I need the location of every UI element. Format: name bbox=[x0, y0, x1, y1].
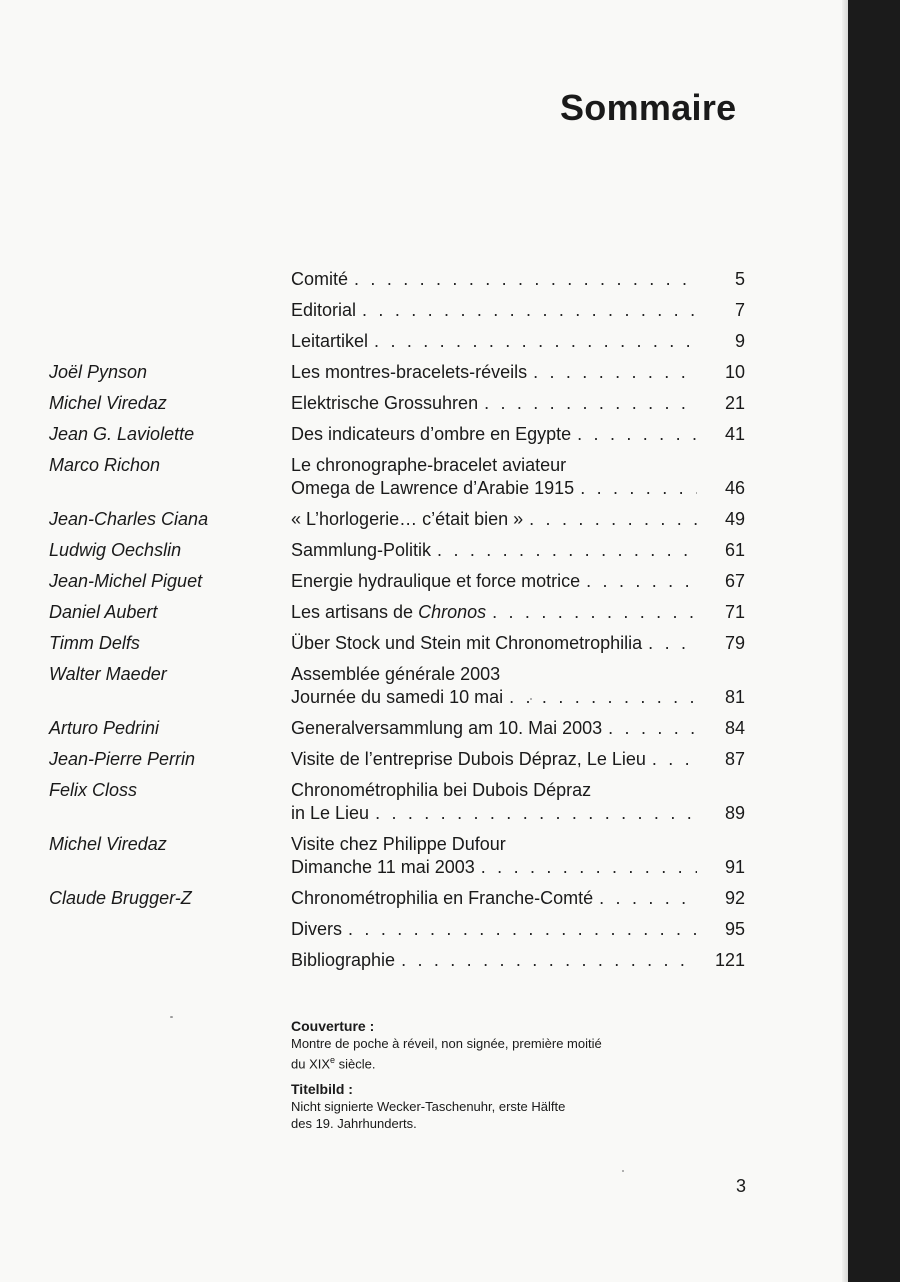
toc-author: Jean-Michel Piguet bbox=[49, 571, 203, 591]
dot-leader bbox=[509, 686, 697, 709]
caption-heading: Titelbild : bbox=[291, 1081, 353, 1097]
toc-page-number: 87 bbox=[724, 749, 745, 769]
caption-cover-fr bbox=[291, 1018, 671, 1072]
toc-page-number: 21 bbox=[724, 393, 745, 413]
toc-page-number: 41 bbox=[724, 424, 745, 444]
toc-page-number: 71 bbox=[724, 602, 745, 622]
toc-title-line: Les artisans de Chronos . . . bbox=[291, 601, 697, 624]
toc-title-line: Bibliographie . . . bbox=[291, 949, 697, 972]
toc-title bbox=[291, 392, 697, 415]
toc-title bbox=[291, 663, 697, 709]
toc-title-line: Journée du samedi 10 mai . . . bbox=[291, 686, 697, 709]
toc-page-number: 9 bbox=[734, 331, 745, 351]
dot-leader bbox=[648, 632, 697, 655]
toc-title bbox=[291, 887, 697, 910]
toc-author: Jean-Pierre Perrin bbox=[49, 749, 196, 769]
toc-page-number: 91 bbox=[724, 857, 745, 877]
toc-title-line: Les montres-bracelets-réveils . . . bbox=[291, 361, 697, 384]
toc-title bbox=[291, 299, 697, 322]
caption-cover-de bbox=[291, 1081, 671, 1132]
toc-title-line: Comité . . . bbox=[291, 268, 697, 291]
toc-page-number: 84 bbox=[724, 718, 745, 738]
toc-author: Michel Viredaz bbox=[49, 834, 167, 854]
toc-title bbox=[291, 779, 697, 825]
toc-title-line: Omega de Lawrence d’Arabie 1915 . . . bbox=[291, 477, 697, 500]
dot-leader bbox=[348, 918, 697, 941]
toc-title bbox=[291, 539, 697, 562]
toc-title-line: Des indicateurs d’ombre en Egypte . . . bbox=[291, 423, 697, 446]
toc-author: Claude Brugger-Z bbox=[49, 888, 192, 908]
toc-title bbox=[291, 268, 697, 291]
toc-author: Felix Closs bbox=[49, 780, 138, 800]
toc-title bbox=[291, 361, 697, 384]
toc-page-number: 61 bbox=[724, 540, 745, 560]
toc-author: Michel Viredaz bbox=[49, 393, 167, 413]
toc-title-line: Visite de l’entreprise Dubois Dépraz, Le Lieu . . . bbox=[291, 748, 697, 771]
toc-page-number: 10 bbox=[724, 362, 745, 382]
caption-text-line: Montre de poche à réveil, non signée, première moitié bbox=[291, 1036, 602, 1051]
dot-leader bbox=[608, 717, 697, 740]
toc-page-number: 79 bbox=[724, 633, 745, 653]
toc-title-line: Energie hydraulique et force motrice . . . bbox=[291, 570, 697, 593]
dot-leader bbox=[354, 268, 697, 291]
toc-author: Timm Delfs bbox=[49, 633, 140, 653]
dot-leader bbox=[362, 299, 697, 322]
dot-leader bbox=[586, 570, 697, 593]
toc-page-number: 89 bbox=[724, 803, 745, 823]
caption-text-line: des 19. Jahrhunderts. bbox=[291, 1116, 417, 1131]
caption-heading: Couverture : bbox=[291, 1018, 375, 1034]
dot-leader bbox=[481, 856, 697, 879]
toc-author: Jean-Charles Ciana bbox=[49, 509, 209, 529]
toc-page-number: 67 bbox=[724, 571, 745, 591]
toc-author: Daniel Aubert bbox=[49, 602, 158, 622]
dot-leader bbox=[375, 802, 697, 825]
dot-leader bbox=[652, 748, 697, 771]
toc-title-line: Generalversammlung am 10. Mai 2003 . . . bbox=[291, 717, 697, 740]
toc-author: Ludwig Oechslin bbox=[49, 540, 182, 560]
toc-title-line: Über Stock und Stein mit Chronometrophilia . . . bbox=[291, 632, 697, 655]
toc-title bbox=[291, 918, 697, 941]
dot-leader bbox=[577, 423, 697, 446]
toc-title-line: Divers . . . bbox=[291, 918, 697, 941]
caption-text-line: du XIXe siècle. bbox=[291, 1055, 376, 1072]
page-edge-shadow bbox=[842, 0, 848, 1282]
toc-page-number: 49 bbox=[724, 509, 745, 529]
toc-title bbox=[291, 570, 697, 593]
toc-page-number: 92 bbox=[724, 888, 745, 908]
toc-title-line: Assemblée générale 2003 bbox=[291, 664, 501, 684]
toc-title bbox=[291, 748, 697, 771]
toc-page-number: 95 bbox=[724, 919, 745, 939]
dot-leader bbox=[529, 508, 697, 531]
toc-title-line: Le chronographe-bracelet aviateur bbox=[291, 455, 567, 475]
toc-title-line: Elektrische Grossuhren . . . bbox=[291, 392, 697, 415]
toc-title-line: Visite chez Philippe Dufour bbox=[291, 834, 506, 854]
toc-title bbox=[291, 454, 697, 500]
dot-leader bbox=[437, 539, 697, 562]
dot-leader bbox=[492, 601, 697, 624]
toc-title bbox=[291, 949, 697, 972]
page-number: 3 bbox=[736, 1176, 747, 1196]
toc-page-number: 7 bbox=[734, 300, 745, 320]
page-title: Sommaire bbox=[560, 87, 737, 128]
toc-page-number: 5 bbox=[734, 269, 745, 289]
dot-leader bbox=[580, 477, 697, 500]
toc-author: Jean G. Laviolette bbox=[49, 424, 195, 444]
dot-leader bbox=[599, 887, 697, 910]
toc-title-line: Sammlung-Politik . . . bbox=[291, 539, 697, 562]
toc-author: Joël Pynson bbox=[49, 362, 148, 382]
toc-author: Arturo Pedrini bbox=[49, 718, 160, 738]
dot-leader bbox=[484, 392, 697, 415]
toc-title-line: Chronométrophilia en Franche-Comté . . . bbox=[291, 887, 697, 910]
toc-title bbox=[291, 423, 697, 446]
toc-title bbox=[291, 330, 697, 353]
toc-page-number: 46 bbox=[724, 478, 745, 498]
dot-leader bbox=[401, 949, 697, 972]
toc-title-italic: Chronos bbox=[418, 602, 487, 622]
caption-text-line: Nicht signierte Wecker-Taschenuhr, erste Hälfte bbox=[291, 1099, 566, 1114]
toc-title bbox=[291, 717, 697, 740]
toc-page-number: 121 bbox=[714, 950, 745, 970]
toc-title-line: Editorial . . . bbox=[291, 299, 697, 322]
toc-title bbox=[291, 508, 697, 531]
toc-title bbox=[291, 601, 697, 624]
toc-title-line: « L’horlogerie… c’était bien » . . . bbox=[291, 508, 697, 531]
toc-author: Walter Maeder bbox=[49, 664, 167, 684]
toc-title-line: Chronométrophilia bei Dubois Dépraz bbox=[291, 780, 592, 800]
toc-author: Marco Richon bbox=[49, 455, 161, 475]
dot-leader bbox=[374, 330, 697, 353]
dot-leader bbox=[533, 361, 697, 384]
toc-title bbox=[291, 632, 697, 655]
toc-page-number: 81 bbox=[724, 687, 745, 707]
toc-title bbox=[291, 833, 697, 879]
toc-title-line: Dimanche 11 mai 2003 . . . bbox=[291, 856, 697, 879]
toc-title-line: Leitartikel . . . bbox=[291, 330, 697, 353]
toc-title-line: in Le Lieu . . . bbox=[291, 802, 697, 825]
